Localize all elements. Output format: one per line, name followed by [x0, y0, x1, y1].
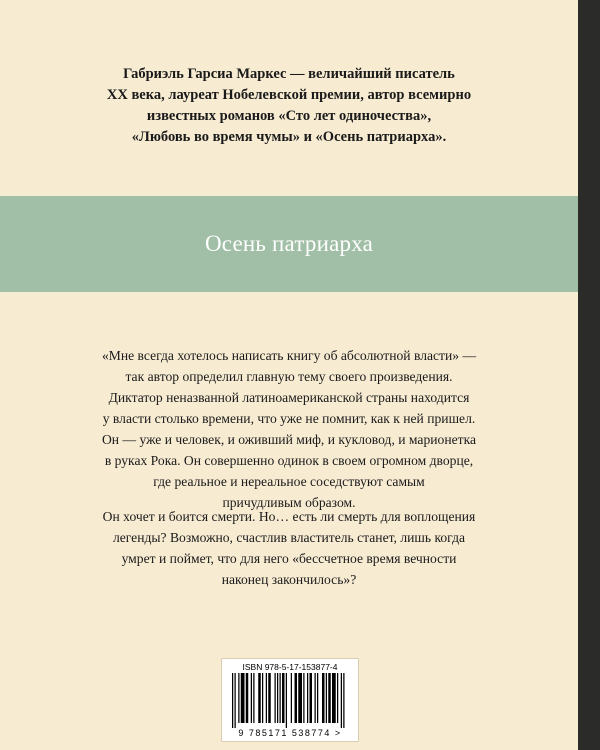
barcode-bar	[277, 673, 278, 723]
blurb-line: в руках Рока. Он совершенно одинок в своем огромном дворце,	[104, 453, 474, 468]
barcode-icon	[230, 673, 350, 728]
ean-digits: 9 785171 538774 >	[238, 728, 342, 738]
barcode-bar	[332, 673, 336, 723]
author-intro	[0, 64, 578, 148]
blurb-line: так автор определил главную тему своего произведения.	[125, 369, 453, 384]
barcode-bar	[317, 673, 318, 723]
barcode-bar	[286, 673, 287, 728]
barcode-bar	[275, 673, 276, 723]
barcode-bar	[262, 673, 263, 723]
barcode-bar	[232, 673, 233, 728]
blurb-line: Он — уже и человек, и оживший миф, и кукловод, и марионетка	[101, 432, 477, 447]
spine-edge	[578, 0, 600, 750]
isbn-label: ISBN 978-5-17-153877-4	[242, 662, 338, 672]
blurb-line: Диктатор неназванной латиноамериканской страны находится	[108, 390, 470, 405]
intro-line: «Любовь во время чумы» и «Осень патриарха».	[131, 129, 447, 145]
intro-line: XX века, лауреат Нобелевской премии, автор всемирно	[106, 87, 472, 103]
barcode-bar	[291, 673, 292, 723]
barcode-bar	[298, 673, 302, 723]
barcode-bar	[280, 673, 281, 723]
barcode-bar	[238, 673, 239, 723]
blurb-line: где реальное и нереальное соседствуют самым	[153, 474, 425, 489]
barcode-panel	[221, 658, 359, 742]
barcode-bar	[295, 673, 298, 723]
blurb-line: умрет и поймет, что для него «бессчетное время вечности	[121, 551, 457, 566]
barcode-bar	[322, 673, 325, 723]
barcode-bar	[343, 673, 344, 728]
book-title: Осень патриарха	[204, 231, 374, 256]
barcode-bar	[337, 673, 338, 723]
intro-line: известных романов «Сто лет одиночества»,	[146, 108, 432, 124]
barcode-bar	[326, 673, 327, 723]
barcode-bar	[282, 673, 285, 723]
barcode-bar	[341, 673, 342, 728]
barcode-bar	[310, 673, 313, 723]
title-band	[0, 196, 578, 292]
barcode-bar	[266, 673, 267, 723]
barcode-bar	[328, 673, 331, 723]
barcode-bar	[268, 673, 271, 723]
blurb-paragraph-1	[0, 345, 578, 513]
barcode-bar	[315, 673, 316, 723]
barcode-bar	[235, 673, 236, 728]
blurb-line: причудливым образом.	[222, 495, 356, 510]
blurb-line: Он хочет и боится смерти. Но… есть ли смерть для воплощения	[102, 509, 476, 524]
barcode-bar	[241, 673, 245, 723]
barcode-bar	[246, 673, 249, 723]
blurb-paragraph-2	[0, 506, 578, 590]
barcode-bar	[258, 673, 261, 723]
intro-line: Габриэль Гарсиа Маркес — величайший писатель	[123, 66, 455, 82]
blurb-line: «Мне всегда хотелось написать книгу об абсолютной власти» —	[101, 348, 477, 363]
barcode-bar	[307, 673, 308, 723]
blurb-line: наконец закончилось»?	[221, 572, 357, 587]
barcode-bar	[253, 673, 254, 723]
blurb-line: у власти столько времени, что уже не помнит, как к ней пришел.	[102, 411, 476, 426]
blurb-line: легенды? Возможно, счастлив властитель станет, лишь когда	[112, 530, 466, 545]
barcode-bar	[251, 673, 252, 723]
barcode-bar	[303, 673, 304, 723]
